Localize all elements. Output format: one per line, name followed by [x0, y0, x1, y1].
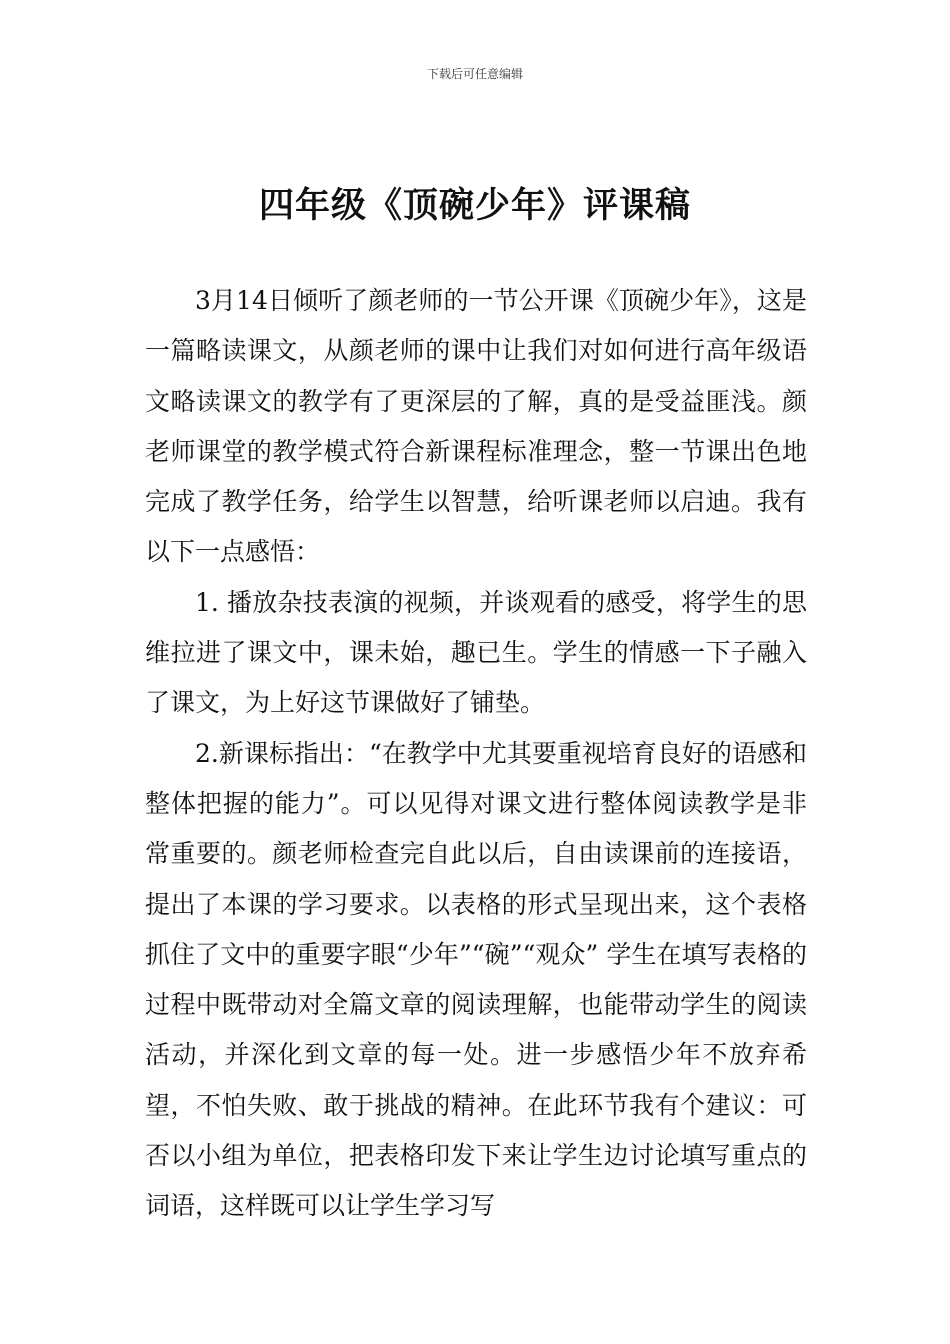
document-title: 四年级《顶碗少年》评课稿: [258, 185, 691, 226]
document-body: [145, 276, 807, 1232]
point-1-paragraph: 1. 播放杂技表演的视频，并谈观看的感受，将学生的思维拉进了课文中，课未始，趣已生。学生的情感一下子融入了课文，为上好这节课做好了铺垫。: [145, 587, 807, 718]
point-2-paragraph: 2.新课标指出：“在教学中尤其要重视培育良好的语感和整体把握的能力”。可以见得对课文进行整体阅读教学是非常重要的。颜老师检查完自此以后，自由读课前的连接语，提出了本课的学习要求。以表格的形式呈现出来，这个表格抓住了文中的重要字眼“少年”“碗”“观众” 学生在填写表格的过程中既带动对全篇文章的阅读理解，也能带动学生的阅读活动，并深化到文章的每一处。进一步感悟少年不放弃希望，不怕失败、敢于挑战的精神。在此环节我有个建议：可否以小组为单位，把表格印发下来让学生边讨论填写重点的词语，这样既可以让学生学习写: [145, 738, 807, 1221]
intro-paragraph: 3月14日倾听了颜老师的一节公开课《顶碗少年》，这是一篇略读课文，从颜老师的课中让我们对如何进行高年级语文略读课文的教学有了更深层的了解，真的是受益匪浅。颜老师课堂的教学模式符合新课程标准理念，整一节课出色地完成了教学任务，给学生以智慧，给听课老师以启迪。我有以下一点感悟：: [145, 286, 807, 567]
page-header: 下载后可任意编辑: [426, 67, 523, 81]
